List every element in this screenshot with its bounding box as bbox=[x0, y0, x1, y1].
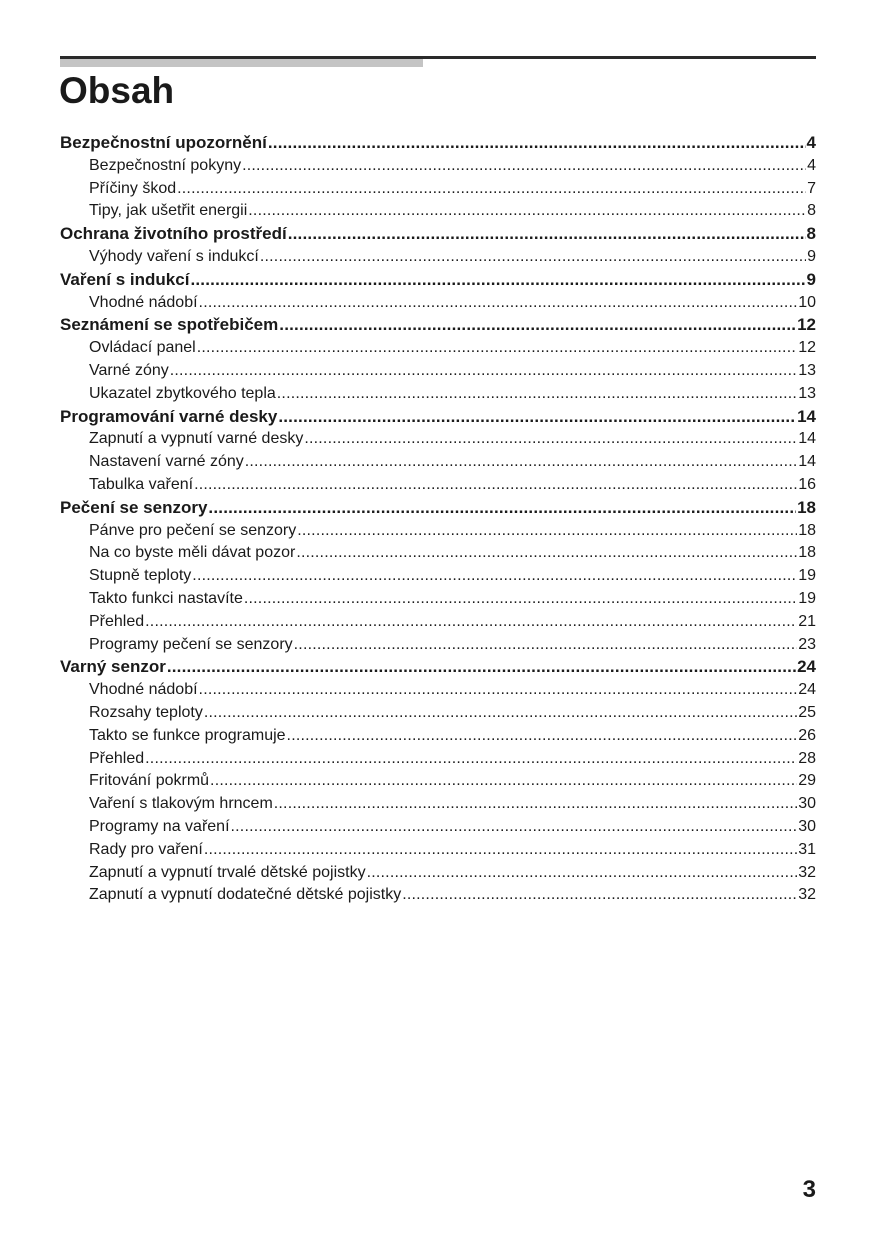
toc-subsection-entry[interactable] bbox=[60, 451, 816, 474]
toc-dot-leader bbox=[177, 178, 806, 201]
toc-entry-page: 23 bbox=[798, 635, 816, 653]
toc-entry-page: 14 bbox=[798, 430, 816, 448]
toc-entry-title: Zapnutí a vypnutí trvalé dětské pojistky bbox=[89, 863, 366, 881]
toc-subsection-entry[interactable] bbox=[60, 748, 816, 771]
toc-dot-leader bbox=[192, 565, 797, 588]
toc-entry-page: 31 bbox=[798, 840, 816, 858]
toc-subsection-entry[interactable] bbox=[60, 542, 816, 565]
toc-entry-title: Přehled bbox=[89, 749, 145, 767]
toc-entry-title: Takto se funkce programuje bbox=[89, 726, 286, 744]
toc-subsection-entry[interactable] bbox=[60, 337, 816, 360]
toc-subsection-entry[interactable] bbox=[60, 428, 816, 451]
toc-subsection-entry[interactable] bbox=[60, 155, 816, 178]
toc-dot-leader bbox=[294, 634, 798, 657]
toc-entry-title: Varné zóny bbox=[89, 361, 169, 379]
toc-entry-page: 25 bbox=[798, 703, 816, 721]
toc-entry-title: Vaření s tlakovým hrncem bbox=[89, 795, 273, 813]
toc-entry-title: Ukazatel zbytkového tepla bbox=[89, 384, 276, 402]
toc-entry-title: Programování varné desky bbox=[60, 406, 278, 426]
page-title: Obsah bbox=[59, 70, 175, 111]
table-of-contents bbox=[60, 132, 816, 907]
toc-entry-page: 32 bbox=[798, 886, 816, 904]
toc-entry-page: 24 bbox=[797, 657, 816, 677]
toc-entry-title: Na co byste měli dávat pozor bbox=[89, 544, 296, 562]
toc-entry-page: 24 bbox=[798, 681, 816, 699]
toc-entry-page: 13 bbox=[798, 361, 816, 379]
toc-dot-leader bbox=[204, 702, 797, 725]
toc-entry-title: Zapnutí a vypnutí dodatečné dětské pojistky bbox=[89, 886, 402, 904]
toc-subsection-entry[interactable] bbox=[60, 839, 816, 862]
toc-entry-title: Pánve pro pečení se senzory bbox=[89, 521, 297, 539]
toc-section-entry[interactable] bbox=[60, 656, 816, 679]
toc-entry-title: Programy pečení se senzory bbox=[89, 635, 293, 653]
toc-dot-leader bbox=[190, 269, 805, 292]
toc-subsection-entry[interactable] bbox=[60, 383, 816, 406]
toc-subsection-entry[interactable] bbox=[60, 816, 816, 839]
toc-entry-page: 7 bbox=[807, 179, 816, 197]
toc-entry-page: 18 bbox=[798, 544, 816, 562]
toc-entry-page: 12 bbox=[797, 315, 816, 335]
toc-entry-title: Vhodné nádobí bbox=[89, 293, 198, 311]
toc-entry-title: Vaření s indukcí bbox=[60, 269, 190, 289]
toc-dot-leader bbox=[245, 451, 797, 474]
toc-dot-leader bbox=[208, 497, 796, 520]
toc-section-entry[interactable] bbox=[60, 132, 816, 155]
toc-subsection-entry[interactable] bbox=[60, 679, 816, 702]
toc-entry-title: Zapnutí a vypnutí varné desky bbox=[89, 430, 304, 448]
toc-entry-page: 16 bbox=[798, 475, 816, 493]
toc-dot-leader bbox=[279, 314, 796, 337]
toc-subsection-entry[interactable] bbox=[60, 474, 816, 497]
toc-entry-page: 21 bbox=[798, 612, 816, 630]
toc-subsection-entry[interactable] bbox=[60, 702, 816, 725]
toc-dot-leader bbox=[167, 656, 796, 679]
toc-dot-leader bbox=[197, 337, 797, 360]
toc-subsection-entry[interactable] bbox=[60, 884, 816, 907]
toc-entry-title: Výhody vaření s indukcí bbox=[89, 247, 259, 265]
toc-entry-title: Pečení se senzory bbox=[60, 497, 208, 517]
toc-subsection-entry[interactable] bbox=[60, 588, 816, 611]
toc-section-entry[interactable] bbox=[60, 497, 816, 520]
toc-entry-page: 19 bbox=[798, 589, 816, 607]
toc-entry-page: 32 bbox=[798, 863, 816, 881]
toc-dot-leader bbox=[296, 542, 797, 565]
toc-entry-title: Bezpečnostní upozornění bbox=[60, 133, 267, 152]
toc-dot-leader bbox=[277, 383, 797, 406]
toc-section-entry[interactable] bbox=[60, 223, 816, 246]
toc-entry-title: Seznámení se spotřebičem bbox=[60, 315, 279, 335]
header-rule-accent bbox=[60, 59, 423, 67]
toc-entry-page: 9 bbox=[806, 269, 816, 289]
toc-entry-page: 26 bbox=[798, 726, 816, 744]
toc-dot-leader bbox=[210, 770, 797, 793]
toc-dot-leader bbox=[194, 474, 797, 497]
toc-entry-page: 29 bbox=[798, 772, 816, 790]
toc-entry-title: Nastavení varné zóny bbox=[89, 453, 244, 471]
toc-subsection-entry[interactable] bbox=[60, 862, 816, 885]
toc-entry-title: Ochrana životního prostředí bbox=[60, 224, 287, 244]
toc-subsection-entry[interactable] bbox=[60, 520, 816, 543]
toc-entry-page: 10 bbox=[798, 293, 816, 311]
toc-entry-title: Rozsahy teploty bbox=[89, 703, 203, 721]
toc-subsection-entry[interactable] bbox=[60, 292, 816, 315]
toc-entry-page: 30 bbox=[798, 795, 816, 813]
toc-entry-title: Ovládací panel bbox=[89, 339, 196, 357]
toc-dot-leader bbox=[297, 520, 797, 543]
toc-entry-page: 13 bbox=[798, 384, 816, 402]
toc-entry-page: 14 bbox=[798, 453, 816, 471]
toc-entry-page: 12 bbox=[798, 339, 816, 357]
toc-dot-leader bbox=[367, 862, 798, 885]
toc-entry-page: 8 bbox=[807, 202, 816, 220]
toc-entry-title: Stupně teploty bbox=[89, 567, 192, 585]
toc-entry-page: 4 bbox=[806, 133, 816, 152]
toc-entry-page: 9 bbox=[807, 247, 816, 265]
toc-entry-page: 18 bbox=[798, 521, 816, 539]
page-number: 3 bbox=[802, 1176, 816, 1203]
toc-dot-leader bbox=[287, 725, 798, 748]
toc-entry-page: 28 bbox=[798, 749, 816, 767]
toc-dot-leader bbox=[204, 839, 797, 862]
toc-subsection-entry[interactable] bbox=[60, 246, 816, 269]
toc-entry-title: Bezpečnostní pokyny bbox=[89, 156, 242, 174]
toc-entry-title: Takto funkci nastavíte bbox=[89, 589, 243, 607]
toc-dot-leader bbox=[402, 884, 797, 907]
toc-subsection-entry[interactable] bbox=[60, 565, 816, 588]
toc-entry-page: 30 bbox=[798, 817, 816, 835]
toc-entry-title: Fritování pokrmů bbox=[89, 772, 210, 790]
toc-subsection-entry[interactable] bbox=[60, 611, 816, 634]
toc-dot-leader bbox=[278, 406, 796, 429]
toc-entry-page: 18 bbox=[797, 497, 816, 517]
toc-dot-leader bbox=[199, 292, 798, 315]
toc-entry-title: Vhodné nádobí bbox=[89, 681, 198, 699]
toc-dot-leader bbox=[199, 679, 798, 702]
toc-section-entry[interactable] bbox=[60, 406, 816, 429]
toc-dot-leader bbox=[145, 611, 797, 634]
toc-dot-leader bbox=[260, 246, 806, 269]
toc-subsection-entry[interactable] bbox=[60, 360, 816, 383]
toc-entry-page: 8 bbox=[806, 224, 816, 244]
toc-dot-leader bbox=[274, 793, 797, 816]
toc-subsection-entry[interactable] bbox=[60, 634, 816, 657]
toc-entry-title: Programy na vaření bbox=[89, 817, 230, 835]
toc-entry-page: 19 bbox=[798, 567, 816, 585]
toc-entry-title: Tabulka vaření bbox=[89, 475, 194, 493]
toc-entry-title: Tipy, jak ušetřit energii bbox=[89, 202, 248, 220]
toc-entry-title: Varný senzor bbox=[60, 657, 166, 677]
toc-dot-leader bbox=[231, 816, 798, 839]
toc-entry-title: Rady pro vaření bbox=[89, 840, 203, 858]
toc-entry-page: 14 bbox=[797, 406, 816, 426]
toc-dot-leader bbox=[288, 223, 806, 246]
toc-entry-title: Přehled bbox=[89, 612, 145, 630]
toc-dot-leader bbox=[244, 588, 797, 611]
toc-dot-leader bbox=[268, 132, 806, 155]
toc-subsection-entry[interactable] bbox=[60, 770, 816, 793]
toc-entry-page: 4 bbox=[807, 156, 816, 174]
toc-entry-title: Příčiny škod bbox=[89, 179, 177, 197]
toc-subsection-entry[interactable] bbox=[60, 200, 816, 223]
toc-section-entry[interactable] bbox=[60, 314, 816, 337]
toc-dot-leader bbox=[248, 200, 806, 223]
toc-subsection-entry[interactable] bbox=[60, 178, 816, 201]
toc-subsection-entry[interactable] bbox=[60, 793, 816, 816]
toc-dot-leader bbox=[170, 360, 797, 383]
toc-dot-leader bbox=[242, 155, 806, 178]
toc-dot-leader bbox=[145, 748, 797, 771]
toc-dot-leader bbox=[304, 428, 797, 451]
toc-section-entry[interactable] bbox=[60, 269, 816, 292]
toc-subsection-entry[interactable] bbox=[60, 725, 816, 748]
